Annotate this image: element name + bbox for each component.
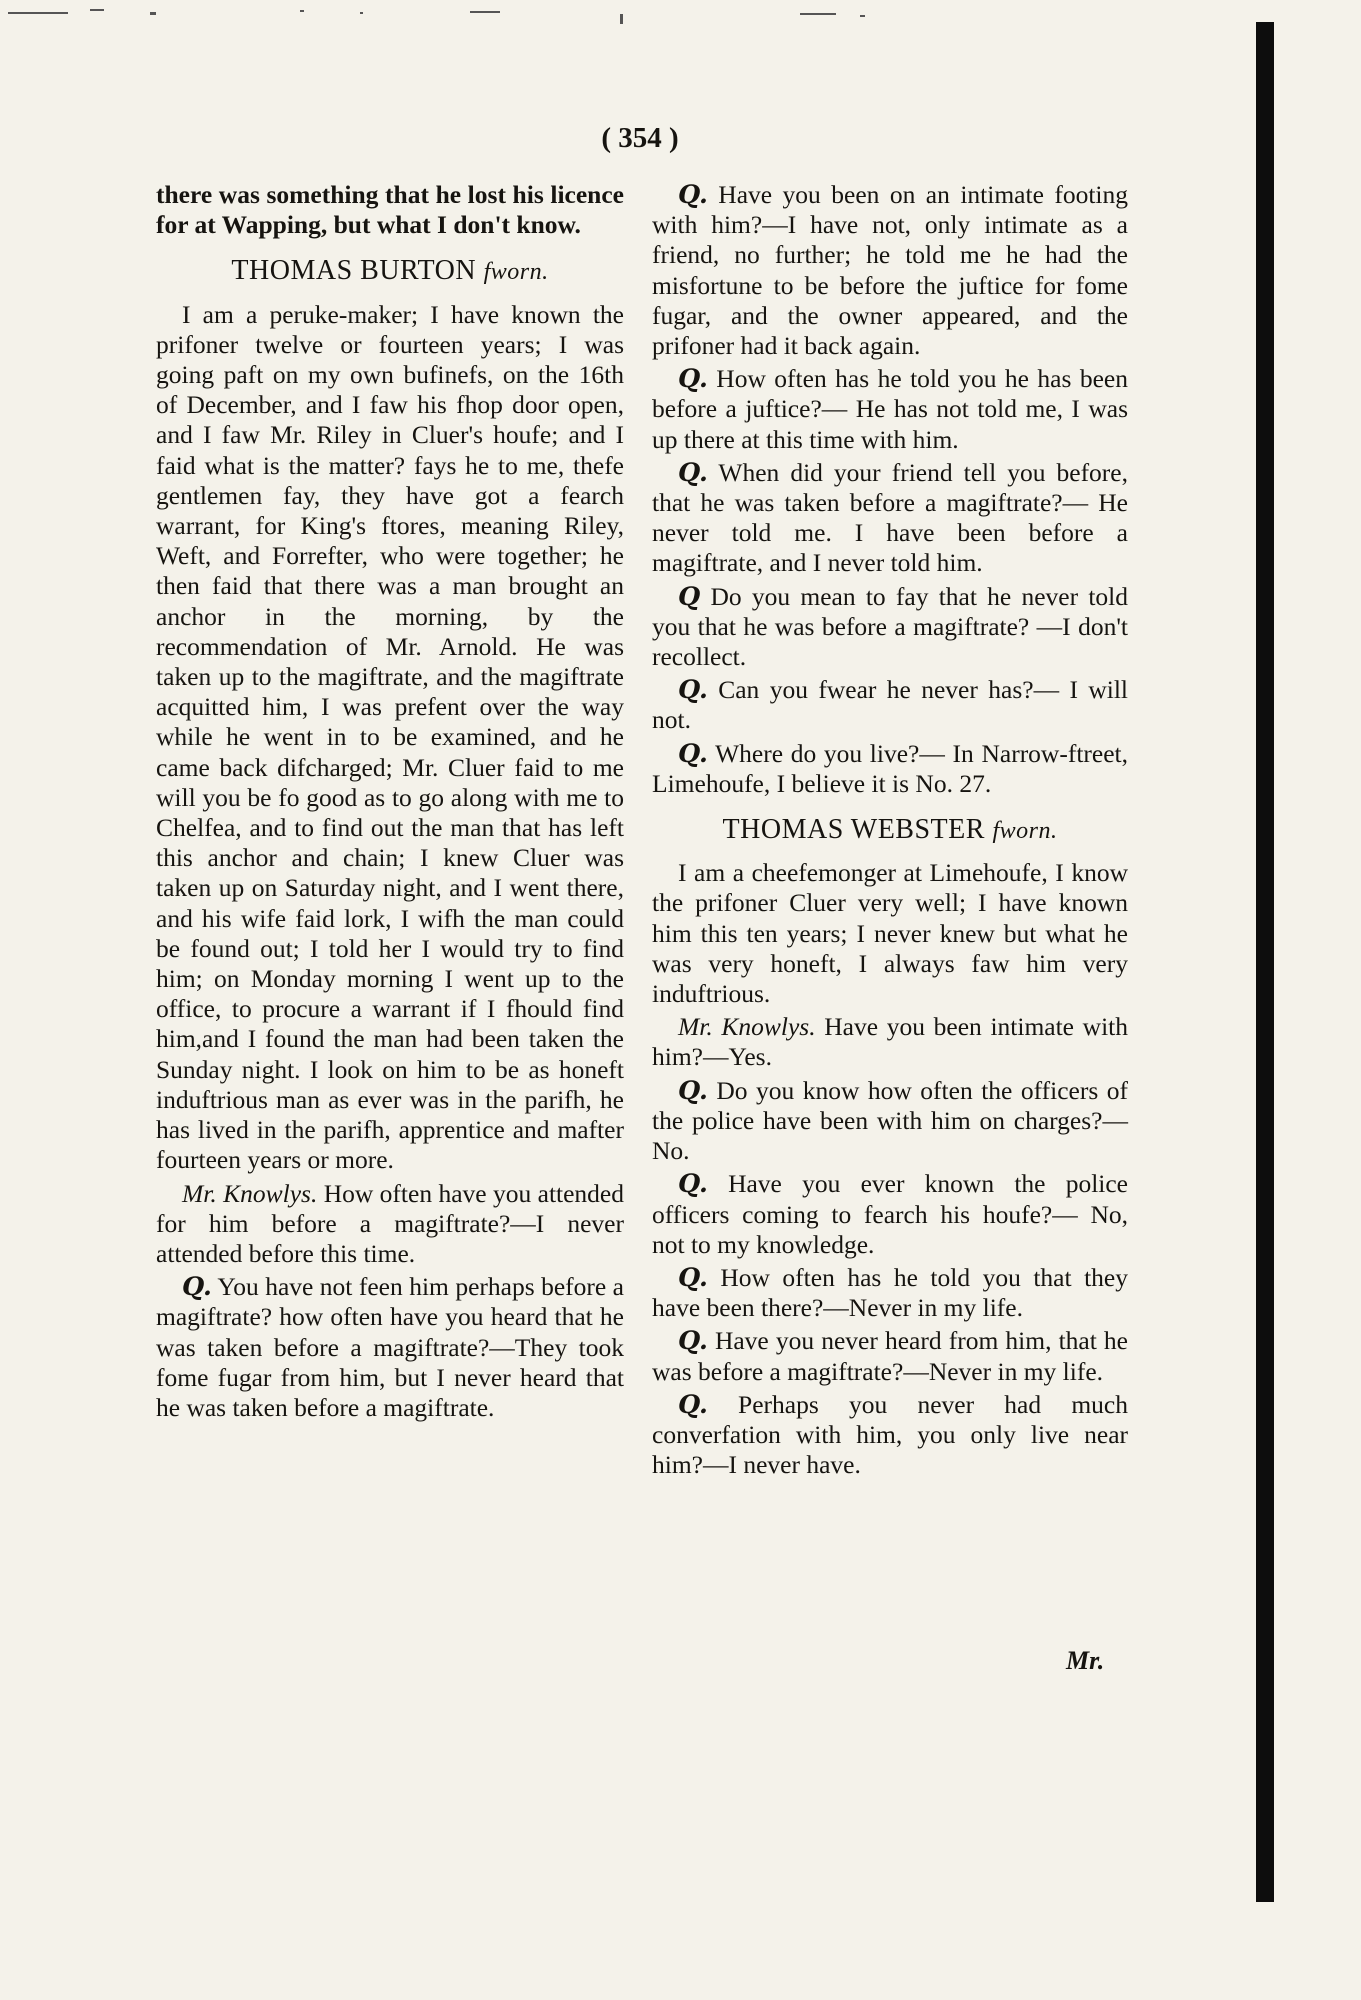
question-paragraph	[652, 739, 1128, 799]
sworn-label: fworn.	[992, 818, 1058, 845]
question-text: Have you ever known the police officers coming to fearch his houfe?— No, not to my knowledge.	[652, 1169, 1128, 1259]
binding-shadow	[1256, 22, 1274, 1902]
webster-testimony: I am a cheefemonger at Limehoufe, I know the prifoner Cluer very well; I have known him this ten years; I never knew but what he was very honeft, I always faw him very induftrious.	[652, 858, 1128, 1009]
witness-heading-burton	[156, 256, 624, 287]
question-paragraph	[652, 582, 1128, 673]
question-paragraph	[652, 1169, 1128, 1260]
catchword: Mr.	[1066, 1646, 1105, 1675]
question-paragraph	[652, 1076, 1128, 1167]
question-paragraph	[156, 1272, 624, 1423]
question-text: Have you been on an intimate footing with him?—I have not, only intimate as a friend, no further; he told me he had the misfortune to be before the juftice for fome fugar, and the owner appeared, and the prifoner had it back again.	[652, 180, 1129, 361]
page-top-specks	[0, 0, 1361, 60]
question-marker: Q.	[678, 1326, 708, 1357]
question-text: Do you mean to fay that he never told you that he was before a magiftrate? —I don't recollect.	[652, 581, 1129, 672]
question-paragraph	[652, 675, 1128, 735]
witness-name: THOMAS WEBSTER	[722, 814, 985, 846]
question-text: Where do you live?— In Narrow-ftreet, Limehoufe, I believe it is No. 27.	[652, 738, 1129, 798]
question-marker: Q.	[182, 1272, 212, 1303]
knowlys-question	[652, 1012, 1128, 1072]
witness-name: THOMAS BURTON	[231, 255, 477, 287]
question-text: How often have you attended for him before a magiftrate?—I never attended before this time.	[156, 1178, 624, 1268]
question-marker: Q.	[678, 1389, 708, 1420]
question-paragraph	[652, 364, 1128, 455]
question-marker: Q	[678, 581, 701, 612]
left-column	[156, 180, 624, 1426]
question-text: Have you never heard from him, that he was before a magiftrate?—Never in my life.	[652, 1326, 1128, 1386]
question-paragraph	[652, 1326, 1128, 1386]
speaker-label: Mr. Knowlys.	[678, 1012, 816, 1042]
question-text: Can you fwear he never has?— I will not.	[652, 675, 1129, 735]
question-marker: Q.	[678, 457, 708, 488]
witness-heading-webster	[652, 815, 1128, 846]
question-text: How often has he told you he has been before a juftice?— He has not told me, I was up there at this time with him.	[652, 364, 1129, 454]
question-marker: Q.	[678, 1169, 708, 1200]
sworn-label: fworn.	[483, 259, 549, 286]
question-paragraph	[652, 458, 1128, 579]
question-paragraph	[652, 1263, 1128, 1323]
question-marker: Q.	[678, 1075, 708, 1106]
page-number: ( 354 )	[601, 122, 679, 154]
question-marker: Q.	[678, 738, 708, 769]
question-text: You have not feen him perhaps before a magiftrate? how often have you heard that he was taken before a magiftrate?—They took fome fugar from him, but I never heard that he was taken before a magiftrate.	[156, 1272, 624, 1422]
question-text: Have you been intimate with him?—Yes.	[652, 1012, 1128, 1072]
question-marker: Q.	[678, 364, 708, 395]
question-marker: Q.	[678, 180, 708, 210]
question-marker: Q.	[678, 1262, 708, 1293]
question-marker: Q.	[678, 675, 708, 706]
question-text: How often has he told you that they have been there?—Never in my life.	[652, 1262, 1128, 1323]
question-paragraph	[652, 180, 1128, 361]
continuation-text: there was something that he lost his licence for at Wapping, but what I don't know.	[156, 180, 624, 240]
question-text: When did your friend tell you before, that he was taken before a magiftrate?— He never told me. I have been before a magiftrate, and I never told him.	[652, 457, 1128, 578]
speaker-label: Mr. Knowlys.	[182, 1178, 318, 1208]
question-text: Do you know how often the officers of the police have been with him on charges?—No.	[652, 1075, 1128, 1166]
burton-testimony: I am a peruke-maker; I have known the prifoner twelve or fourteen years; I was going paft on my own bufinefs, on the 16th of December, and I faw his fhop door open, and I faw Mr. Riley in Cluer's houfe; and I faid what is the matter? fays he to me, thefe gentlemen fay, they have got a fearch warrant, for King's ftores, meaning Riley, Weft, and Forrefter, who were together; he then faid that there was a man brought an anchor in the morning, by the recommendation of Mr. Arnold. He was taken up to the magiftrate, and the magiftrate acquitted him, I was prefent over the way while he went in to be examined, and he came back difcharged; Mr. Cluer faid to me will you be fo good as to go along with me to Chelfea, and to find out the man that has left this anchor and chain; I knew Cluer was taken up on Saturday night, and I went there, and his wife faid lork, I wifh the man could be found out; I told her I would try to find him; on Monday morning I went up to the office, to procure a warrant if I fhould find him,and I found the man had been taken the Sunday night. I look on him to be as honeft induftrious man as ever was in the parifh, he has lived in the parifh, apprentice and mafter fourteen years or more.	[156, 299, 624, 1175]
question-paragraph	[652, 1390, 1128, 1481]
right-column	[652, 180, 1128, 1483]
knowlys-question	[156, 1179, 624, 1270]
question-text: Perhaps you never had much converfation with him, you only live near him?—I never have.	[652, 1389, 1128, 1480]
